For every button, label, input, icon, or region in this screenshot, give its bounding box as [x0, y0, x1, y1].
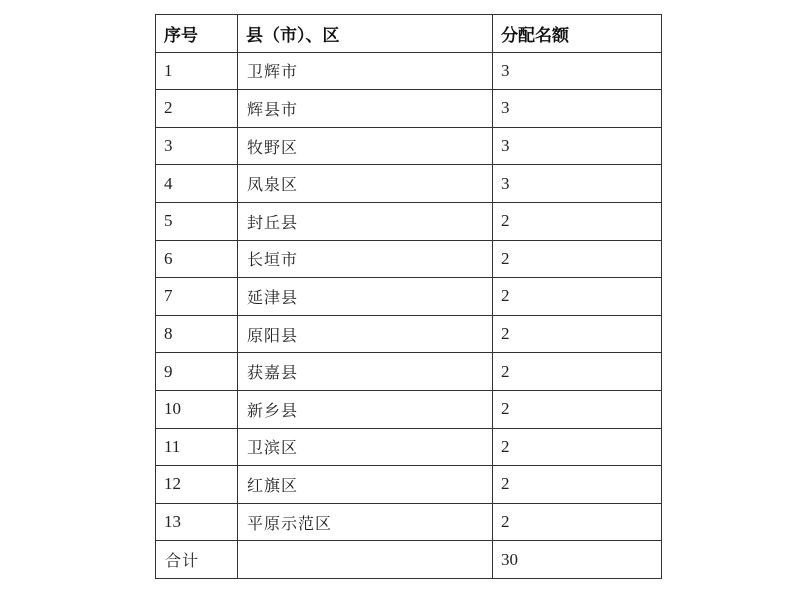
row-allocated-quota: 2	[493, 202, 662, 240]
row-county-district: 牧野区	[238, 127, 493, 165]
table-row	[156, 428, 662, 466]
header-serial-number: 序号	[156, 15, 238, 53]
header-row	[156, 15, 662, 53]
row-county-district: 辉县市	[238, 90, 493, 128]
table-row	[156, 466, 662, 504]
row-serial-number: 1	[156, 52, 238, 90]
table-row	[156, 202, 662, 240]
row-serial-number: 4	[156, 165, 238, 203]
row-county-district: 延津县	[238, 278, 493, 316]
row-allocated-quota: 2	[493, 240, 662, 278]
row-county-district: 长垣市	[238, 240, 493, 278]
total-area-cell	[238, 541, 493, 579]
header-allocated-quota: 分配名额	[493, 15, 662, 53]
row-allocated-quota: 2	[493, 503, 662, 541]
row-allocated-quota: 2	[493, 315, 662, 353]
row-serial-number: 13	[156, 503, 238, 541]
row-county-district: 卫辉市	[238, 52, 493, 90]
total-label: 合计	[156, 541, 238, 579]
table-row	[156, 165, 662, 203]
table-row	[156, 127, 662, 165]
row-allocated-quota: 3	[493, 127, 662, 165]
row-county-district: 平原示范区	[238, 503, 493, 541]
row-serial-number: 6	[156, 240, 238, 278]
row-serial-number: 5	[156, 202, 238, 240]
row-county-district: 原阳县	[238, 315, 493, 353]
row-county-district: 获嘉县	[238, 353, 493, 391]
row-allocated-quota: 2	[493, 353, 662, 391]
row-serial-number: 8	[156, 315, 238, 353]
table-row	[156, 353, 662, 391]
row-county-district: 新乡县	[238, 390, 493, 428]
row-county-district: 卫滨区	[238, 428, 493, 466]
row-allocated-quota: 3	[493, 165, 662, 203]
quota-allocation-table	[155, 14, 662, 579]
row-county-district: 凤泉区	[238, 165, 493, 203]
table-footer	[156, 541, 662, 579]
row-serial-number: 2	[156, 90, 238, 128]
row-allocated-quota: 3	[493, 90, 662, 128]
row-allocated-quota: 2	[493, 390, 662, 428]
row-serial-number: 3	[156, 127, 238, 165]
row-allocated-quota: 3	[493, 52, 662, 90]
row-allocated-quota: 2	[493, 428, 662, 466]
table-row	[156, 52, 662, 90]
row-allocated-quota: 2	[493, 278, 662, 316]
table-row	[156, 503, 662, 541]
row-serial-number: 11	[156, 428, 238, 466]
table-row	[156, 278, 662, 316]
row-county-district: 封丘县	[238, 202, 493, 240]
row-allocated-quota: 2	[493, 466, 662, 504]
row-county-district: 红旗区	[238, 466, 493, 504]
table-row	[156, 240, 662, 278]
table-row	[156, 90, 662, 128]
header-county-district: 县（市）、区	[238, 15, 493, 53]
row-serial-number: 10	[156, 390, 238, 428]
row-serial-number: 9	[156, 353, 238, 391]
table-body	[156, 52, 662, 541]
table-row	[156, 315, 662, 353]
total-row	[156, 541, 662, 579]
row-serial-number: 7	[156, 278, 238, 316]
row-serial-number: 12	[156, 466, 238, 504]
total-quota: 30	[493, 541, 662, 579]
table-header	[156, 15, 662, 53]
table-row	[156, 390, 662, 428]
